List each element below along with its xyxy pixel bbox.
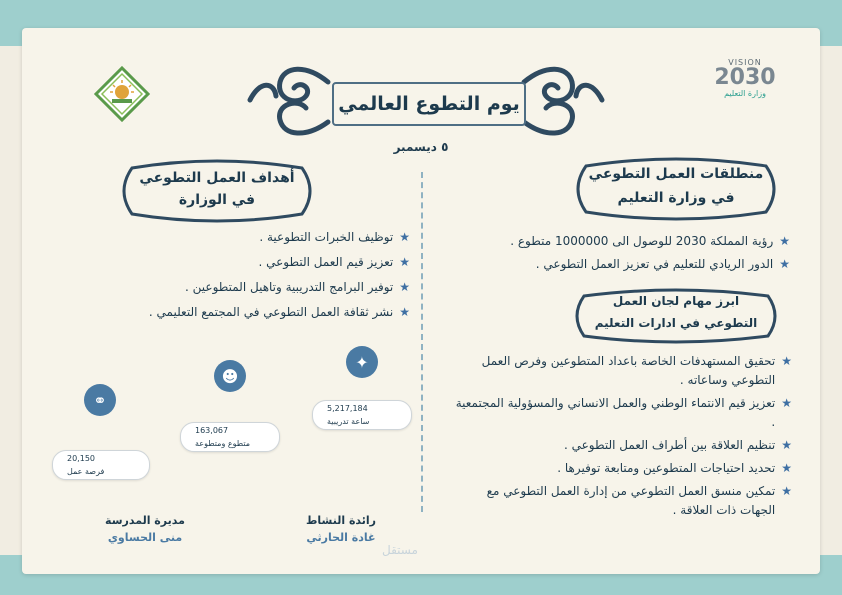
list-item: ★ تمكين منسق العمل التطوعي من إدارة العمل التطوعي مع الجهات ذات العلاقة .	[486, 484, 792, 517]
page-title: يوم التطوع العالمي	[338, 93, 520, 115]
title-box	[332, 82, 526, 126]
signature-role: مديرة المدرسة	[105, 514, 185, 527]
tasks-heading	[566, 286, 786, 346]
stat-volunteers	[180, 422, 280, 452]
principal-signature	[100, 514, 190, 544]
principles-list	[440, 232, 790, 274]
list-item: ★ تحديد احتياجات المتطوعين ومتابعة توفيرها .	[452, 459, 792, 478]
stat-label: ساعة تدريبية	[327, 417, 370, 426]
star-icon: ★	[781, 461, 792, 475]
list-item: ★ رؤية المملكة 2030 للوصول الى 1000000 متطوع .	[440, 232, 790, 251]
list-item: ★ تنظيم العلاقة بين أطراف العمل التطوعي .	[452, 436, 792, 455]
vision-2030-logo	[712, 58, 778, 128]
stat-value: 20,150	[67, 454, 95, 463]
list-item: ★ تعزيز قيم الانتماء الوطني والعمل الانساني والمسؤولية المجتمعية .	[455, 396, 792, 429]
people-icon: ☻	[214, 360, 246, 392]
school-logo	[94, 66, 150, 122]
tasks-list	[452, 352, 792, 520]
star-icon: ★	[399, 230, 410, 244]
tasks-heading-line2: التطوعي في ادارات التعليم	[594, 316, 758, 330]
star-icon: ★	[779, 234, 790, 248]
principles-heading	[566, 154, 786, 224]
star-icon: ★	[781, 396, 792, 410]
event-date: ٥ ديسمبر	[393, 140, 449, 154]
goals-heading-line1: أهداف العمل التطوعي	[139, 170, 295, 186]
principles-heading-line1: منطلقات العمل التطوعي	[588, 166, 764, 182]
activity-leader-signature	[296, 514, 386, 544]
stat-value: 5,217,184	[327, 404, 368, 413]
goals-list	[60, 228, 410, 322]
star-icon: ★	[399, 305, 410, 319]
stat-training-hours	[312, 400, 412, 430]
signature-role: رائدة النشاط	[305, 514, 377, 527]
signature-name: منى الحساوي	[107, 531, 183, 544]
center-divider	[421, 172, 423, 512]
handshake-icon: ⚭	[84, 384, 116, 416]
stat-label: فرصة عمل	[67, 467, 105, 476]
list-item: ★ تعزيز قيم العمل التطوعي .	[60, 253, 410, 272]
principles-heading-line2: في وزارة التعليم	[617, 190, 735, 206]
star-icon: ★	[781, 354, 792, 368]
cloud-frame	[566, 154, 786, 224]
compass-icon: ✦	[346, 346, 378, 378]
vision-word: VISION	[728, 58, 762, 67]
goals-heading-line2: في الوزارة	[178, 192, 256, 208]
signature-name: غادة الحارثي	[306, 531, 376, 544]
list-item: ★ تحقيق المستهدفات الخاصة باعداد المتطوعين وفرص العمل التطوعي وساعاته .	[481, 354, 792, 387]
title-banner	[236, 60, 616, 140]
cloud-frame	[112, 156, 322, 226]
stat-value: 163,067	[195, 426, 229, 435]
star-icon: ★	[399, 280, 410, 294]
list-item: ★ توفير البرامج التدريبية وتاهيل المتطوعين .	[60, 278, 410, 297]
star-icon: ★	[399, 255, 410, 269]
goals-heading	[112, 156, 322, 226]
list-item: ★ توظيف الخبرات التطوعية .	[60, 228, 410, 247]
stat-opportunities	[52, 450, 150, 480]
watermark: مستقل	[382, 543, 418, 557]
vision-year: 2030	[714, 65, 776, 90]
ministry-name: وزارة التعليم	[724, 89, 766, 98]
star-icon: ★	[779, 257, 790, 271]
stat-label: متطوع ومتطوعة	[195, 439, 251, 448]
list-item: ★ نشر ثقافة العمل التطوعي في المجتمع التعليمي .	[60, 303, 410, 322]
list-item: ★ الدور الريادي للتعليم في تعزيز العمل التطوعي .	[440, 255, 790, 274]
tasks-heading-line1: ابرز مهام لجان العمل	[612, 294, 740, 308]
star-icon: ★	[781, 484, 792, 498]
star-icon: ★	[781, 438, 792, 452]
